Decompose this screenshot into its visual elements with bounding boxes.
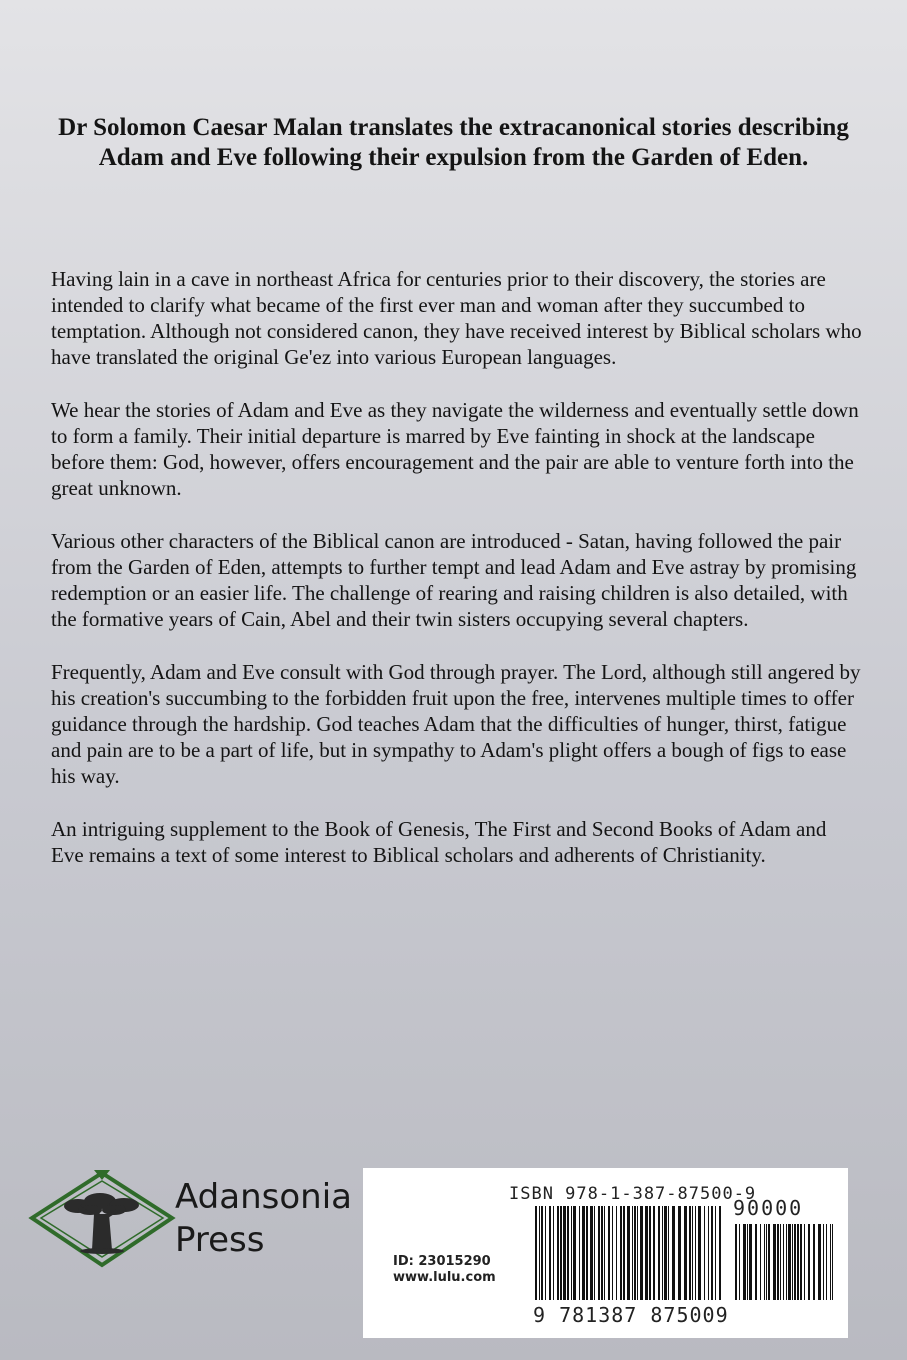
addon-bar [755,1224,757,1300]
addon-bar [830,1224,831,1300]
addon-bar [788,1224,791,1300]
addon-bar [739,1224,740,1300]
description-paragraph-2: We hear the stories of Adam and Eve as they navigate the wilderness and eventually settle down to form a family. Their initial departure is marred by Eve fainting in shock at the landscape before them: God, however, offers encouragement and the pair are able to venture forth into the great unknown. [51,398,859,500]
barcode-bar [539,1206,540,1300]
addon-bar [823,1224,824,1300]
publisher-logo [28,1170,363,1270]
barcode-bar [704,1206,705,1300]
barcode-bar [549,1206,551,1300]
barcode-bar [711,1206,713,1300]
addon-bar [773,1224,776,1300]
barcode-bar [672,1206,675,1300]
barcode-bar [623,1206,625,1300]
barcode-bar [664,1206,667,1300]
barcode-bar [627,1206,630,1300]
addon-bar [808,1224,810,1300]
addon-bar [768,1224,770,1300]
barcode-bar [601,1206,603,1300]
description-paragraph-5: An intriguing supplement to the Book of Genesis, The First and Second Books of Adam and Eve remains a text of some interest to Biblical scholars and adherents of Christianity. [51,817,827,867]
barcode-bar [541,1206,543,1300]
addon-bar [777,1224,779,1300]
description-paragraph-4: Frequently, Adam and Eve consult with God through prayer. The Lord, although still angered by his creation's succumbing to the forbidden fruit upon the free, intervenes multiple times to offer guidance through the hardship. God teaches Adam that the difficulties of hunger, thirst, fatigue and pain are to be a part of life, but in sympathy to Adam's plight offers a bough of figs to ease his way. [51,660,861,788]
barcode-bar [634,1206,636,1300]
barcode-bar [582,1206,585,1300]
barcode-bar [557,1206,559,1300]
barcode-bar [608,1206,610,1300]
addon-bar [743,1224,746,1300]
addon-bar [780,1224,781,1300]
barcode-bar [698,1206,701,1300]
lulu-url: www.lulu.com [393,1270,496,1285]
barcode-bar [579,1206,580,1300]
barcode-bar [668,1206,669,1300]
barcode-bar [571,1206,572,1300]
addon-bar [747,1224,748,1300]
barcode-bar [640,1206,643,1300]
barcode-bar [658,1206,660,1300]
barcode-bar [563,1206,566,1300]
addon-bar [826,1224,827,1300]
lulu-id: ID: 23015290 [393,1254,491,1269]
barcode-bar [689,1206,691,1300]
addon-bar [818,1224,821,1300]
addon-bar [813,1224,815,1300]
addon-bar [792,1224,793,1300]
description-paragraph-1: Having lain in a cave in northeast Africa for centuries prior to their discovery, the stories are intended to clarify what became of the first ever man and woman after they succumbed to temptation. Although not considered canon, they have received interest by Biblical scholars who have translated the original Ge'ez into various European languages. [51,267,862,369]
addon-bar [800,1224,802,1300]
lulu-info [393,1254,496,1286]
back-cover-tagline: Dr Solomon Caesar Malan translates the extracanonical stories describing Adam and Eve following their expulsion from the Garden of Eden. [58,114,849,171]
barcode-box [363,1168,848,1338]
barcode-bar [684,1206,687,1300]
addon-bar [804,1224,805,1300]
isbn-label: ISBN 978-1-387-87500-9 [509,1184,757,1204]
barcode-bar [645,1206,648,1300]
barcode-bar [620,1206,622,1300]
barcode-bar [708,1206,709,1300]
addon-bar [797,1224,799,1300]
barcode-bar [567,1206,569,1300]
barcode-bar [637,1206,638,1300]
barcode-bar [586,1206,588,1300]
addon-bar [735,1224,737,1300]
barcode-bar [545,1206,546,1300]
barcode-bar [560,1206,562,1300]
barcode-bar [653,1206,655,1300]
publisher-name [175,1176,352,1262]
barcode-bar [598,1206,600,1300]
barcode-bar [594,1206,595,1300]
addon-bar [832,1224,833,1300]
barcode-bar [695,1206,696,1300]
barcode-bar [573,1206,576,1300]
publisher-name-line-1: Adansonia [175,1177,352,1217]
barcode-bar [553,1206,554,1300]
addon-bar [749,1224,752,1300]
publisher-name-line-2: Press [175,1220,265,1260]
barcode-bar [662,1206,663,1300]
barcode-bar [719,1206,721,1300]
addon-bar [766,1224,767,1300]
addon-bar [783,1224,784,1300]
addon-bar [794,1224,796,1300]
description-paragraph-3: Various other characters of the Biblical canon are introduced - Satan, having followed the pair from the Garden of Eden, attempts to further tempt and lead Adam and Eve astray by promising redemption or an easier life. The challenge of rearing and raising children is also detailed, with the formative years of Cain, Abel and their twin sisters occupying several chapters. [51,529,857,631]
barcode-bar [632,1206,633,1300]
barcode-bar [678,1206,681,1300]
addon-bar [760,1224,761,1300]
barcode-bar [692,1206,693,1300]
barcode-bar [649,1206,651,1300]
ean-digits: 9 781387 875009 [533,1303,729,1327]
description-body [51,266,863,895]
price-code: 90000 [733,1196,804,1220]
barcode-bar [590,1206,593,1300]
barcode-bar [612,1206,613,1300]
baobab-tree-icon [28,1170,178,1270]
barcode-bar [616,1206,617,1300]
addon-bar [786,1224,787,1300]
addon-bar [764,1224,765,1300]
barcode-bar [604,1206,605,1300]
barcode-bar [715,1206,716,1300]
barcode-bar [535,1206,537,1300]
